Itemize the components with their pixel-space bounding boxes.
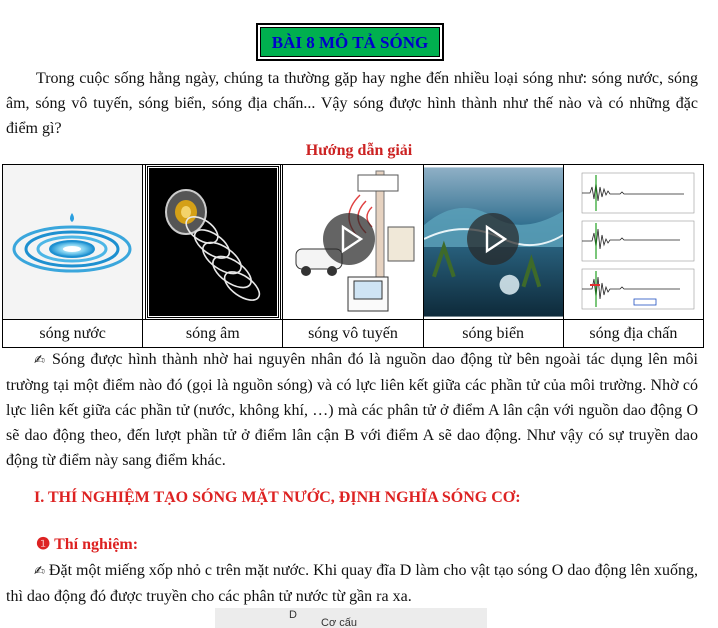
guide-heading: Hướng dẫn giải xyxy=(305,142,413,159)
play-icon xyxy=(323,213,375,265)
seismic-wave-image-cell xyxy=(563,165,703,320)
sound-wave-image-cell xyxy=(143,165,283,320)
experiment-text: Đặt một miếng xốp nhỏ c trên mặt nước. Khi quay đĩa D làm cho vật tạo sóng O dao động lên xuống, thì dao động đó được truyền cho các phân tử nước từ gần ra xa. xyxy=(6,562,699,605)
title-box xyxy=(256,23,444,61)
play-video-button[interactable] xyxy=(323,213,375,265)
experiment-paragraph xyxy=(6,558,698,609)
subsection-title-text: Thí nghiệm: xyxy=(54,536,139,553)
number-one-icon: ❶ xyxy=(36,536,51,553)
writing-hand-icon: ✍ xyxy=(34,353,47,368)
figure-label-d: D xyxy=(289,609,297,621)
page-title: BÀI 8 MÔ TẢ SÓNG xyxy=(260,27,440,57)
caption-sea-wave: sóng biển xyxy=(423,320,563,348)
radio-wave-image-cell xyxy=(283,165,423,320)
sea-wave-image-cell xyxy=(423,165,563,320)
figure-label-caption: Cơ cấu xyxy=(321,617,357,628)
play-video-button[interactable] xyxy=(467,213,519,265)
writing-hand-icon: ✍ xyxy=(34,564,45,579)
subsection-title xyxy=(36,534,138,554)
water-wave-image-cell xyxy=(3,165,143,320)
seismogram-image xyxy=(568,167,698,317)
experiment-figure xyxy=(215,608,487,628)
speaker-sound-image xyxy=(152,168,274,310)
caption-radio-wave: sóng vô tuyến xyxy=(283,320,423,348)
section-title: I. THÍ NGHIỆM TẠO SÓNG MẶT NƯỚC, ĐỊNH NGHĨA SÓNG CƠ: xyxy=(34,489,521,506)
water-ripple-image xyxy=(10,167,136,317)
explanation-paragraph xyxy=(6,347,698,473)
caption-seismic-wave: sóng địa chấn xyxy=(563,320,703,348)
intro-paragraph: Trong cuộc sống hằng ngày, chúng ta thường gặp hay nghe đến nhiều loại sóng như: sóng nước, sóng âm, sóng vô tuyến, sóng biển, sóng địa chấn... Vậy sóng được hình thành như thế nào và có những đặc điểm gì? xyxy=(6,70,698,137)
explanation-text: Sóng được hình thành nhờ hai nguyên nhân đó là nguồn dao động từ bên ngoài tác dụng lên môi trường tại một điểm nào đó (gọi là nguồn sóng) và có lực liên kết giữa các phần tử của môi trường. Nhờ có lực liên kết giữa các phần tử (nước, không khí, …) mà các phân tử ở điểm A lân cận với nguồn dao động O sẽ dao động theo, đến lượt phần tử ở điểm lân cận B với điểm A sẽ dao động. Như vậy có sự truyền dao động từ điểm này sang điểm khác. xyxy=(6,351,698,469)
play-icon xyxy=(467,213,519,265)
caption-sound-wave: sóng âm xyxy=(143,320,283,348)
caption-water-wave: sóng nước xyxy=(3,320,143,348)
wave-media-table xyxy=(2,164,704,348)
